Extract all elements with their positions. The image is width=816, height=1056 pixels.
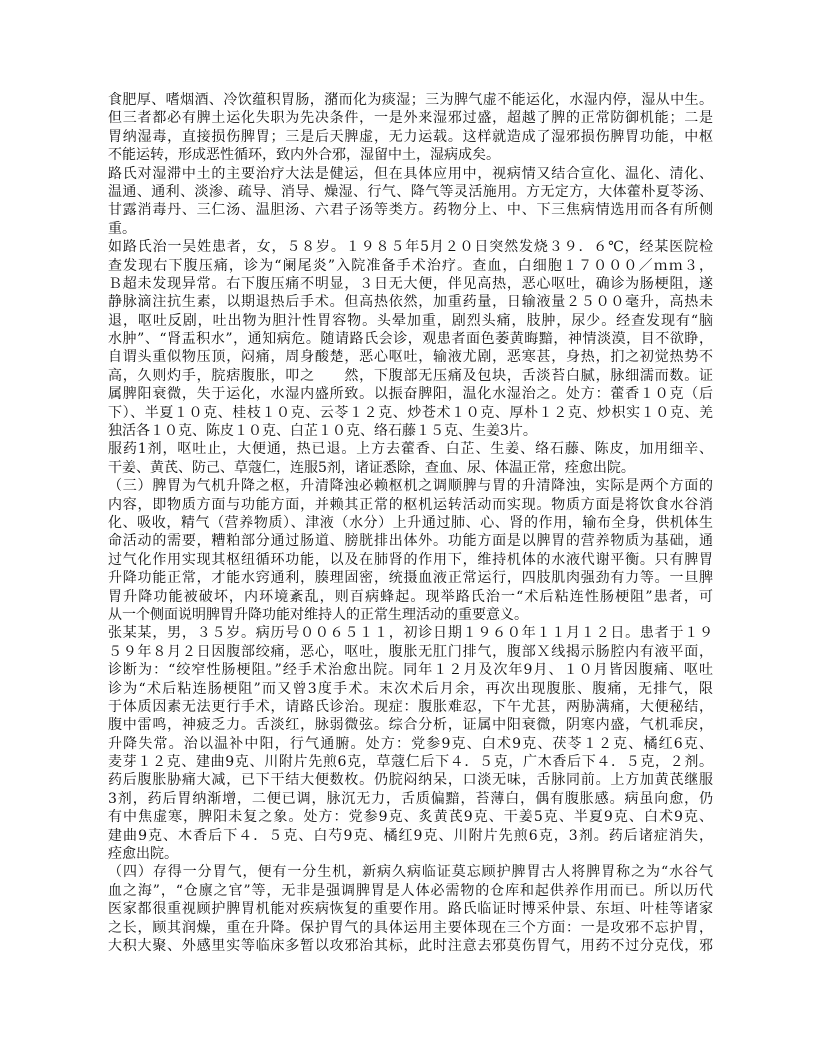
text-line: 有中焦虚寒，脾阳未复之象。处方：党参9克、炙黄芪9克、干姜5克、半夏9克、白术9克、 [108, 809, 713, 826]
text-line: 胃升降功能被破坏，内环境紊乱，则百病蜂起。现举路氏治一“术后粘连性肠梗阻”患者，可 [108, 588, 713, 605]
text-line: 服药1剂，呕吐止，大便通，热已退。上方去藿香、白芷、生姜、络石藤、陈皮，加用细辛、 [108, 441, 713, 458]
text-line: 高，久则灼手，脘痞腹胀，叩之 然，下腹部无压痛及包块，舌淡苔白腻，脉细濡而数。证 [108, 367, 713, 384]
text-line: 不能运转，形成恶性循环，致内外合邪，湿留中土，湿病成矣。 [108, 147, 500, 164]
text-line: 诊断为：“绞窄性肠梗阻。”经手术治愈出院。同年１２月及次年9月、１０月皆因腹痛、呕吐 [108, 662, 713, 679]
text-line: 静脉滴注抗生素，以期退热后手术。但高热依然，加重药量，日输液量２５００毫升，高热未 [108, 294, 713, 311]
document-page [108, 91, 713, 955]
text-line: 命活动的需要，糟粕部分通过肠道、膀胱排出体外。功能方面是以脾胃的营养物质为基础，通 [108, 533, 713, 550]
text-line: 如路氏治一吴姓患者，女，５８岁。１９８５年5月２０日突然发烧３９．６℃，经某医院检 [108, 239, 713, 256]
text-line: 甘露消毒丹、三仁汤、温胆汤、六君子汤等类方。药物分上、中、下三焦病情选用而各有所侧 [108, 202, 713, 219]
text-line: 升降失常。治以温补中阳，行气通腑。处方：党参9克、白术9克、茯苓１２克、橘红6克、 [108, 735, 713, 752]
text-line: ５９年８月２日因腹部绞痛，恶心，呕吐，腹胀无肛门排气，腹部Ｘ线揭示肠腔内有液平面， [108, 643, 713, 660]
text-line: 诊为“术后粘连肠梗阻”而又曾3度手术。末次术后月余，再次出现腹胀、腹痛，无排气，限 [108, 680, 713, 697]
text-line: 医家都很重视顾护脾胃机能对疾病恢复的重要作用。路氏临证时博采仲景、东垣、叶桂等诸家 [108, 901, 713, 918]
text-line: 腹中雷鸣，神疲乏力。舌淡红，脉弱微弦。综合分析，证属中阳衰微，阴寒内盛，气机乖戾， [108, 717, 713, 734]
text-line: 张某某，男，３５岁。病历号００６５１１，初诊日期１９６０年１１月１２日。患者于１９ [108, 625, 713, 642]
text-line: 但三者都必有脾土运化失职为先决条件，一是外来湿邪过盛，超越了脾的正常防御机能；二是 [108, 110, 713, 127]
text-line: 从一个侧面说明脾胃升降功能对维持人的正常生理活动的重要意义。 [108, 606, 528, 623]
text-line: 食肥厚、嗜烟酒、冷饮蕴积胃肠，潴而化为痰湿；三为脾气虚不能运化，水湿内停，湿从中生。 [108, 92, 713, 108]
text-line: 大积大聚、外感里实等临床多暂以攻邪治其标，此时注意去邪莫伤胃气，用药不过分克伐，邪 [108, 937, 713, 954]
text-line: 下）、半夏１０克、桂枝１０克、云苓１２克、炒苍术１０克、厚朴１２克、炒枳实１０克、羌 [108, 404, 713, 421]
text-line: 麦芽１２克、建曲9克、川附片先煎6克，草蔻仁后下４．５克，广木香后下４．５克，２剂。 [108, 754, 713, 771]
text-line: 温通、通利、淡渗、疏导、消导、燥湿、行气、降气等灵活施用。方无定方，大体藿朴夏苓汤、 [108, 183, 713, 200]
text-line: 之长，顾其润燥，重在升降。保护胃气的具体运用主要体现在三个方面：一是攻邪不忘护胃， [108, 919, 713, 936]
paragraph [108, 863, 713, 955]
text-line: 内容，即物质方面与功能方面，并赖其正常的枢机运转活动而实现。物质方面是将饮食水谷消 [108, 496, 713, 513]
text-line: 3剂，药后胃纳渐增，二便已调，脉沉无力，舌质偏黯，苔薄白，偶有腹胀感。病虽向愈，仍 [108, 790, 713, 807]
text-line: 建曲9克、木香后下４．５克、白芍9克、橘红9克、川附片先煎6克，3剂。药后诸症消失， [108, 827, 713, 844]
text-line: 查发现右下腹压痛，诊为“阑尾炎”入院准备手术治疗。查血，白细胞１７０００／ｍｍ３， [108, 257, 713, 274]
text-line: 药后腹胀胁痛大减，已下干结大便数枚。仍脘闷纳呆，口淡无味，舌脉同前。上方加黄芪继服 [108, 772, 713, 789]
text-line: 升降功能正常，才能水窍通利，腠理固密，统摄血液正常运行，四肢肌肉强劲有力等。一旦脾 [108, 570, 713, 587]
paragraph [108, 440, 713, 477]
text-line: 于体质因素无法更行手术，请路氏诊治。现症：腹胀难忍，下午尤甚，两胁满痛，大便秘结， [108, 698, 713, 715]
text-line: 胃纳湿毒，直接损伤脾胃；三是后天脾虚，无力运载。这样就造成了湿邪损伤脾胃功能，中枢 [108, 128, 713, 145]
paragraph [108, 624, 713, 863]
paragraph [108, 91, 713, 165]
text-line: 自谓头重似物压顶，闷痛，周身酸楚，恶心呕吐，输液尤剧，恶寒甚，身热，扪之初觉热势不 [108, 349, 713, 366]
text-line: 属脾阳衰微，失于运化，水湿内盛所致。以振奋脾阳，温化水湿治之。处方：藿香１０克（后 [108, 386, 713, 403]
paragraph [108, 165, 713, 239]
paragraph [108, 477, 713, 624]
text-line: 独活各１０克、陈皮１０克、白芷１０克、络石藤１５克、生姜3片。 [108, 423, 537, 440]
text-line: 退，呕吐反剧，吐出物为胆汁性胃容物。头晕加重，剧烈头痛，肢肿，尿少。经查发现有“脑 [108, 312, 713, 329]
text-line: 化、吸收，精气（营养物质）、津液（水分）上升通过肺、心、肾的作用，输布全身，供机体生 [108, 514, 713, 531]
text-line: 痊愈出院。 [108, 846, 178, 863]
text-line: 水肿”、“肾盂积水”，通知病危。随请路氏会诊，观患者面色萎黄晦黯，神情淡漠，目不欲睁， [108, 331, 713, 348]
text-line: （三）脾胃为气机升降之枢，升清降浊必赖枢机之调顺脾与胃的升清降浊，实际是两个方面的 [108, 478, 713, 495]
paragraph [108, 238, 713, 440]
text-line: Ｂ超未发现异常。右下腹压痛不明显，３日无大便，伴见高热，恶心呕吐，确诊为肠梗阻，遂 [108, 275, 713, 292]
text-line: 血之海”，“仓廪之官”等，无非是强调脾胃是人体必需物的仓库和起供养作用而已。所以历代 [108, 882, 713, 899]
text-line: （四）存得一分胃气，便有一分生机，新病久病临证莫忘顾护脾胃古人将脾胃称之为“水谷气 [108, 864, 713, 881]
text-line: 过气化作用实现其枢纽循环功能，以及在肺肾的作用下，维持机体的水液代谢平衡。只有脾胃 [108, 551, 713, 568]
text-line: 重。 [108, 220, 136, 237]
text-line: 路氏对湿滞中土的主要治疗大法是健运，但在具体应用中，视病情又结合宣化、温化、清化、 [108, 165, 713, 182]
text-line: 干姜、黄芪、防己、草蔻仁，连服5剂，诸证悉除，查血、尿、体温正常，痊愈出院。 [108, 459, 635, 476]
